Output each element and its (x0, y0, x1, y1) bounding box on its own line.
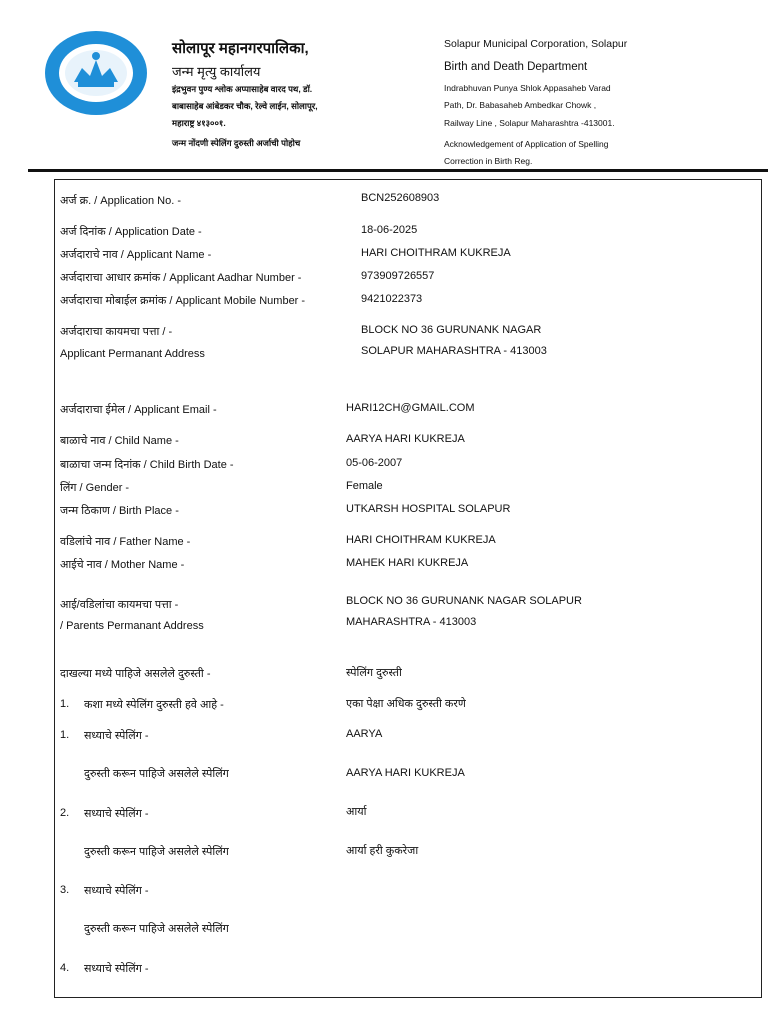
parents-address-line-2: MAHARASHTRA - 413003 (346, 616, 477, 628)
applicant-address-line-2: SOLAPUR MAHARASHTRA - 413003 (361, 345, 547, 357)
current-spelling-label: सध्याचे स्पेलिंग - (84, 963, 149, 975)
correction-item-number: 2. (60, 807, 70, 819)
applicant-address-line-1: BLOCK NO 36 GURUNANK NAGAR (361, 324, 542, 336)
current-spelling-label: सध्याचे स्पेलिंग - (84, 730, 149, 742)
application-date-label: अर्ज दिनांक / Application Date - (60, 226, 202, 238)
applicant-address-label-mr: अर्जदाराचा कायमचा पत्ता / - (60, 326, 173, 338)
applicant-email-value: HARI12CH@GMAIL.COM (346, 402, 475, 414)
application-date-value: 18-06-2025 (361, 224, 418, 236)
current-spelling-label: सध्याचे स्पेलिंग - (84, 808, 149, 820)
correction-item-number: 1. (60, 729, 70, 741)
parents-address-line-1: BLOCK NO 36 GURUNANK NAGAR SOLAPUR (346, 595, 582, 607)
birth-place-label: जन्म ठिकाण / Birth Place - (60, 505, 179, 517)
header-en-title: Solapur Municipal Corporation, Solapur (444, 38, 628, 50)
header-mr-acknowledgement: जन्म नोंदणी स्पेलिंग दुरुस्ती अर्जाची पोहोच (172, 138, 301, 148)
correction-where-number: 1. (60, 698, 70, 710)
header-en-address-3: Railway Line , Solapur Maharashtra -413001. (444, 118, 615, 128)
header-en-department: Birth and Death Department (444, 61, 588, 73)
parents-address-label-mr: आई/वडिलांचा कायमचा पत्ता - (60, 599, 179, 611)
header-en-acknowledgement-2: Correction in Birth Reg. (444, 156, 533, 166)
header-en-address-2: Path, Dr. Babasaheb Ambedkar Chowk , (444, 100, 597, 110)
father-name-label: वडिलांचे नाव / Father Name - (60, 536, 191, 548)
corrected-spelling-label: दुरुस्ती करून पाहिजे असलेले स्पेलिंग (84, 846, 229, 858)
header-mr-address-1: इंद्रभुवन पुण्य श्लोक अप्पासाहेब वारद पथ, डॉ. (172, 84, 313, 94)
current-spelling-label: सध्याचे स्पेलिंग - (84, 885, 149, 897)
applicant-address-label-en: Applicant Permanant Address (60, 348, 205, 360)
applicant-name-value: HARI CHOITHRAM KUKREJA (361, 247, 511, 259)
birth-place-value: UTKARSH HOSPITAL SOLAPUR (346, 503, 511, 515)
gender-label: लिंग / Gender - (60, 482, 130, 494)
required-correction-value: स्पेलिंग दुरुस्ती (346, 667, 402, 679)
header-mr-address-3: महाराष्ट्र ४१३००१. (172, 118, 226, 128)
header-en-acknowledgement-1: Acknowledgement of Application of Spelling (444, 139, 609, 149)
header-divider (28, 169, 768, 172)
header-mr-address-2: बाबासाहेब आंबेडकर चौक, रेल्वे लाईन, सोलापूर, (172, 101, 318, 111)
header-en-address-1: Indrabhuvan Punya Shlok Appasaheb Varad (444, 83, 611, 93)
header-mr-title: सोलापूर महानगरपालिका, (172, 40, 309, 57)
corrected-spelling-value: AARYA HARI KUKREJA (346, 767, 465, 779)
parents-address-label-en: / Parents Permanant Address (60, 620, 204, 632)
correction-where-label: कशा मध्ये स्पेलिंग दुरुस्ती हवे आहे - (84, 699, 224, 711)
header-mr-subtitle: जन्म मृत्यु कार्यालय (172, 64, 261, 79)
correction-item-number: 3. (60, 884, 70, 896)
correction-where-value: एका पेक्षा अधिक दुरुस्ती करणे (346, 698, 466, 710)
mobile-number-value: 9421022373 (361, 293, 423, 305)
gender-value: Female (346, 480, 383, 492)
father-name-value: HARI CHOITHRAM KUKREJA (346, 534, 496, 546)
child-name-value: AARYA HARI KUKREJA (346, 433, 465, 445)
applicant-name-label: अर्जदाराचे नाव / Applicant Name - (60, 249, 212, 261)
mother-name-value: MAHEK HARI KUKREJA (346, 557, 469, 569)
corrected-spelling-label: दुरुस्ती करून पाहिजे असलेले स्पेलिंग (84, 768, 229, 780)
application-no-label: अर्ज क्र. / Application No. - (60, 195, 182, 207)
child-birth-date-label: बाळाचा जन्म दिनांक / Child Birth Date - (60, 459, 234, 471)
current-spelling-value: AARYA (346, 728, 383, 740)
aadhar-number-label: अर्जदाराचा आधार क्रमांक / Applicant Aadhar Number - (60, 272, 302, 284)
child-birth-date-value: 05-06-2007 (346, 457, 403, 469)
aadhar-number-value: 973909726557 (361, 270, 435, 282)
child-name-label: बाळाचे नाव / Child Name - (60, 435, 179, 447)
corrected-spelling-value: आर्या हरी कुकरेजा (346, 845, 419, 857)
municipal-emblem-logo (44, 30, 148, 116)
mother-name-label: आईचे नाव / Mother Name - (60, 559, 185, 571)
corrected-spelling-label: दुरुस्ती करून पाहिजे असलेले स्पेलिंग (84, 923, 229, 935)
application-no-value: BCN252608903 (361, 192, 440, 204)
mobile-number-label: अर्जदाराचा मोबाईल क्रमांक / Applicant Mobile Number - (60, 295, 306, 307)
applicant-email-label: अर्जदाराचा ईमेल / Applicant Email - (60, 404, 217, 416)
correction-item-number: 4. (60, 962, 70, 974)
required-correction-label: दाखल्या मध्ये पाहिजे असलेले दुरुस्ती - (60, 668, 211, 680)
current-spelling-value: आर्या (346, 806, 367, 818)
